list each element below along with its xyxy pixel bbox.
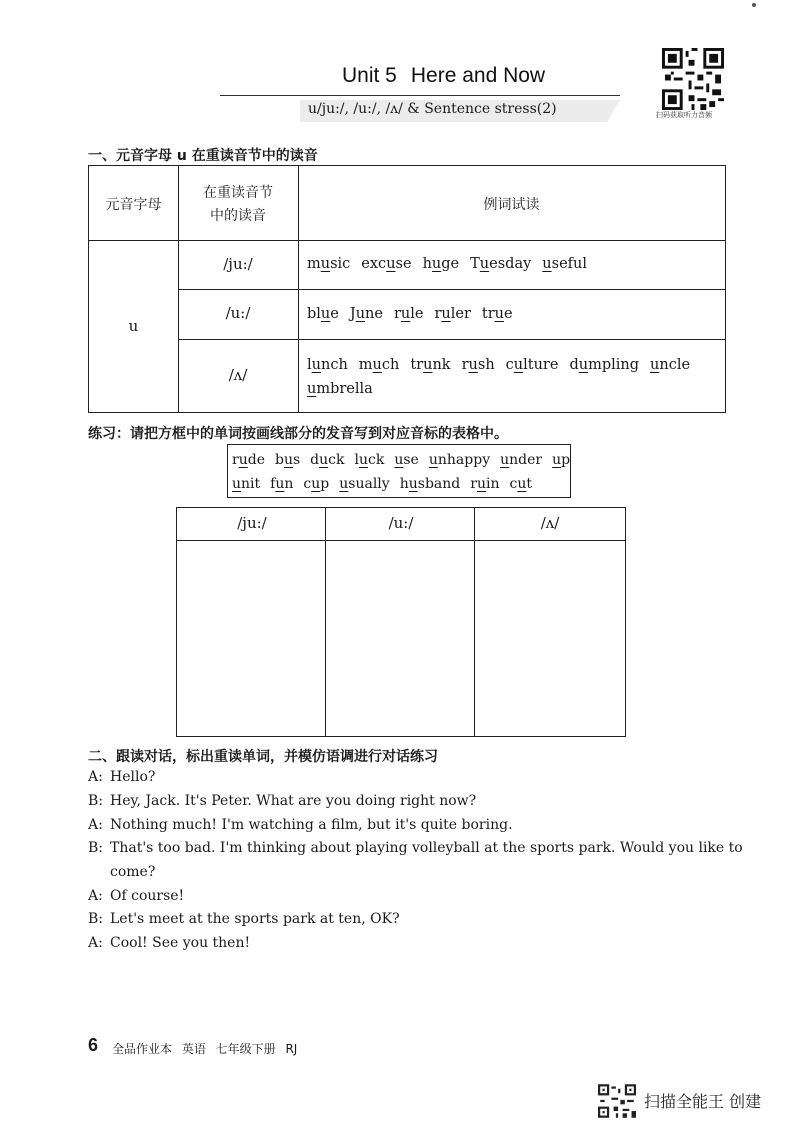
dialogue-line: come? xyxy=(110,864,156,880)
answer-cell-schwa[interactable] xyxy=(477,543,621,733)
unit-name: Here and Now xyxy=(410,64,546,87)
dialogue-line: A: Cool! See you then! xyxy=(88,935,251,951)
header-rule xyxy=(220,95,620,96)
dialogue-line: A: Of course! xyxy=(88,888,185,904)
word-row-1: rude bus duck luck use unhappy under up xyxy=(232,452,571,468)
section-2-title: 二、跟读对话，标出重读单词，并模仿语调进行对话练习 xyxy=(88,749,438,765)
section-1-title: 一、元音字母 u 在重读音节中的读音 xyxy=(88,148,318,164)
page-number: 6 xyxy=(88,1035,99,1055)
qr-caption: 扫码获取听力音频 xyxy=(656,111,712,119)
row-1-words: music excuse huge Tuesday useful xyxy=(307,256,587,272)
header-examples: 例词试读 xyxy=(483,197,540,213)
vowel-letter: u xyxy=(128,317,139,335)
qr-code-icon[interactable] xyxy=(658,48,728,110)
row-3-phonetic: /ʌ/ xyxy=(228,366,248,384)
phonetic-topic: u/ju:/, /u:/, /ʌ/ & Sentence stress(2) xyxy=(308,101,557,117)
vowel-table xyxy=(88,165,726,413)
header-stressed-line1: 在重读音节 xyxy=(203,185,273,201)
practice-instructions: 练习：请把方框中的单词按画线部分的发音写到对应音标的表格中。 xyxy=(88,426,508,442)
answer-cell-u[interactable] xyxy=(328,543,472,733)
unit-title xyxy=(342,64,545,88)
answer-col-ju: /ju:/ xyxy=(237,514,267,532)
word-box xyxy=(227,444,571,498)
word-row-2: unit fun cup usually husband ruin cut xyxy=(232,476,532,492)
row-2-words: blue June rule ruler true xyxy=(307,306,513,322)
row-3-words: lunch much trunk rush culture dumpling uncle umbrella xyxy=(307,357,691,397)
answer-cell-ju[interactable] xyxy=(179,543,323,733)
unit-label: Unit 5 xyxy=(342,64,397,87)
header-stressed-line2: 中的读音 xyxy=(210,208,266,224)
dialogue-line: A: Nothing much! I'm watching a film, but it's quite boring. xyxy=(88,817,513,833)
book-info: 全品作业本 英语 七年级下册 RJ xyxy=(112,1042,298,1056)
dialogue-line: A: Hello? xyxy=(88,769,156,785)
answer-table xyxy=(176,507,626,737)
scanner-watermark: 扫描全能王 创建 xyxy=(644,1092,762,1111)
row-2-phonetic: /u:/ xyxy=(225,304,251,322)
header-letter: 元音字母 xyxy=(105,197,162,213)
dialogue-line: B: Let's meet at the sports park at ten, OK? xyxy=(88,911,400,927)
dialogue-line: B: Hey, Jack. It's Peter. What are you doing right now? xyxy=(88,793,477,809)
answer-col-schwa: /ʌ/ xyxy=(540,514,560,532)
underline: u xyxy=(320,256,331,272)
scanner-qr-icon xyxy=(598,1084,636,1118)
answer-col-u: /u:/ xyxy=(388,514,414,532)
corner-mark xyxy=(752,3,756,7)
row-1-phonetic: /ju:/ xyxy=(223,255,253,273)
dialogue-line: B: That's too bad. I'm thinking about playing volleyball at the sports park. Would you like to xyxy=(88,840,743,856)
